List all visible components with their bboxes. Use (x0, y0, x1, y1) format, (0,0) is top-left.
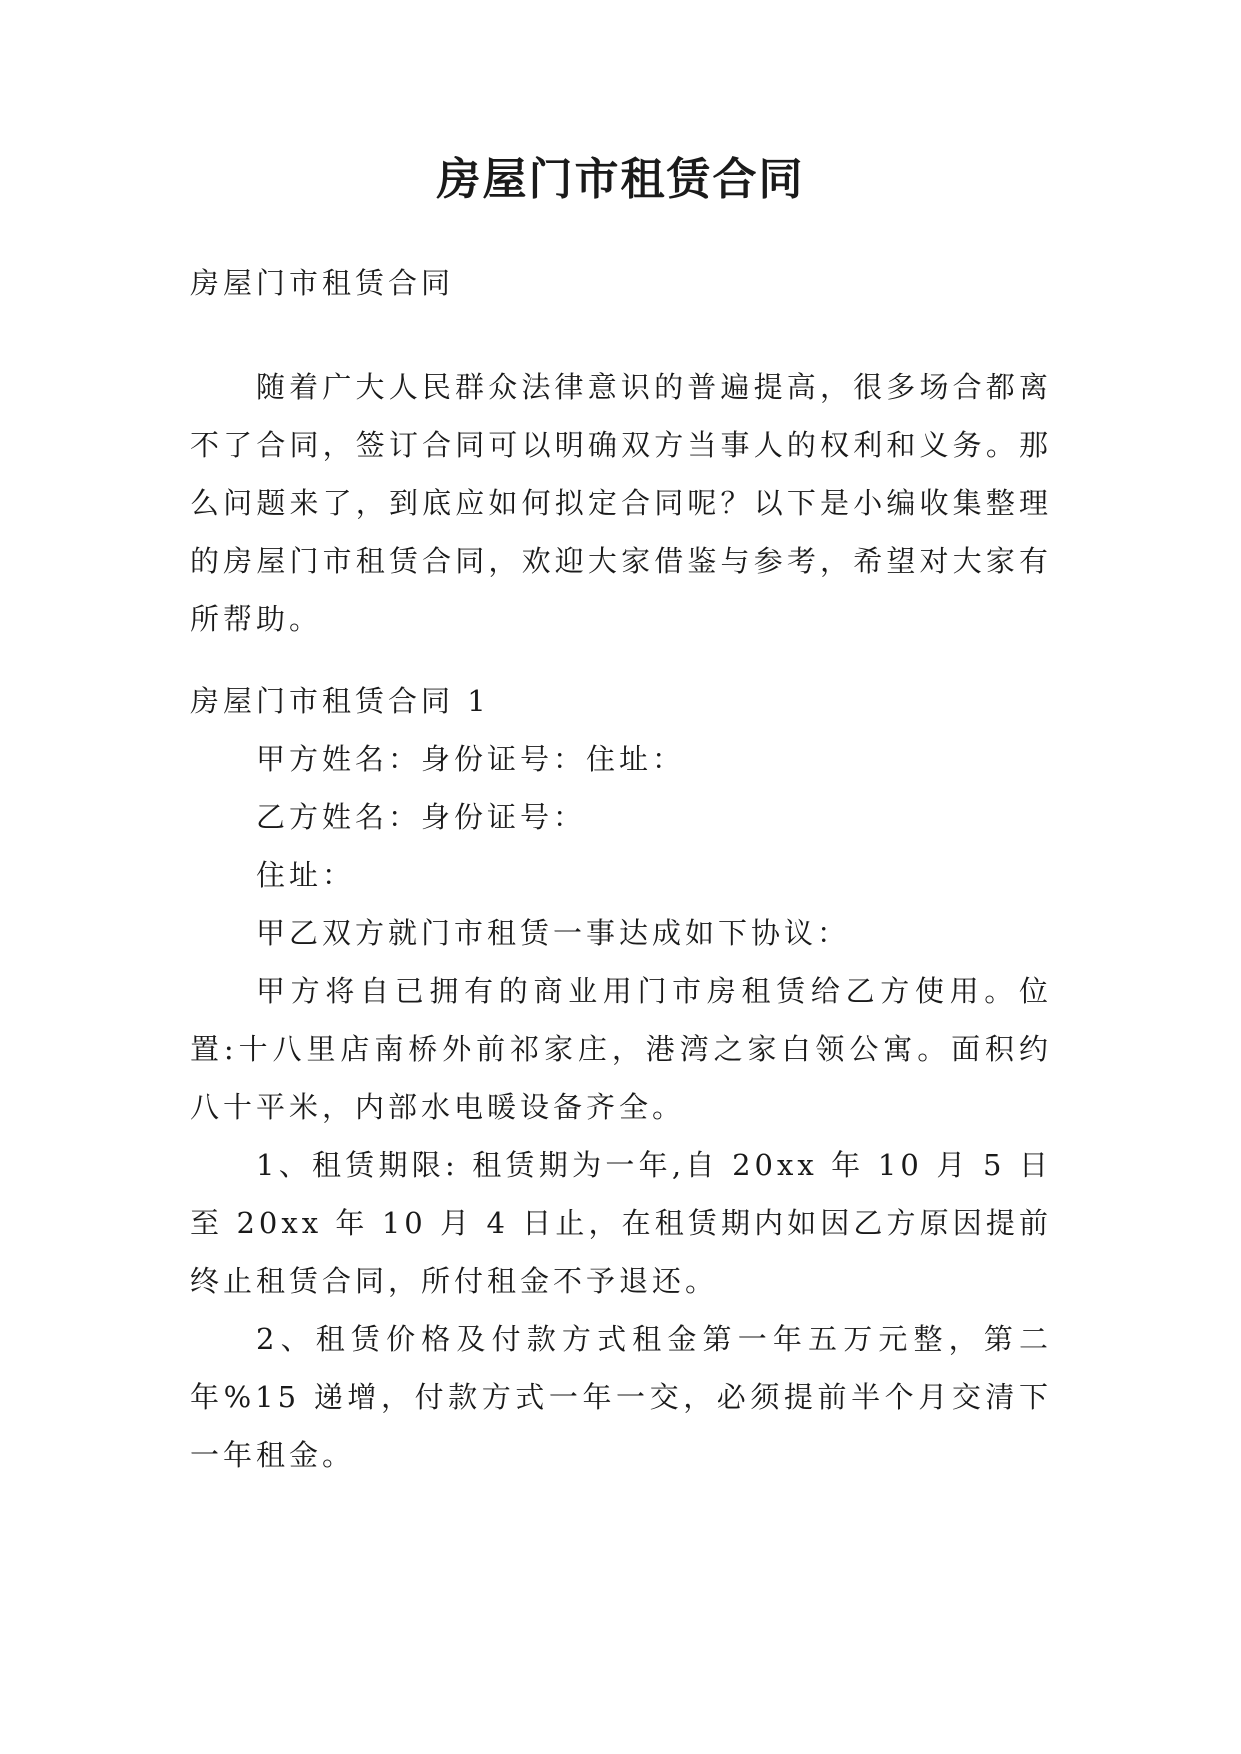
document-subtitle (190, 254, 1052, 312)
agreement-intro-line: 甲乙双方就门市租赁一事达成如下协议： (256, 916, 851, 950)
clause-2: 2、租赁价格及付款方式租金第一年五万元整，第二年%15 递增，付款方式一年一交，必须提前半个月交清下一年租金。 (190, 1322, 1052, 1472)
party-b-line: 乙方姓名：身份证号： (256, 800, 587, 834)
intro-paragraph (190, 358, 1052, 648)
clause-location: 甲方将自已拥有的商业用门市房租赁给乙方使用。位置:十八里店南桥外前祁家庄，港湾之家白领公寓。面积约八十平米，内部水电暖设备齐全。 (190, 974, 1052, 1124)
document-title: 房屋门市租赁合同 (436, 154, 805, 205)
contract-section (190, 672, 1052, 1484)
subtitle-text: 房屋门市租赁合同 (190, 266, 455, 300)
party-a-line: 甲方姓名：身份证号：住址： (256, 742, 686, 776)
intro-text: 随着广大人民群众法律意识的普遍提高，很多场合都离不了合同，签订合同可以明确双方当事人的权利和义务。那么问题来了，到底应如何拟定合同呢？以下是小编收集整理的房屋门市租赁合同，欢迎大家借鉴与参考，希望对大家有所帮助。 (190, 370, 1052, 636)
clause-1: 1、租赁期限: 租赁期为一年,自 20xx 年 10 月 5 日至 20xx 年 10 月 4 日止，在租赁期内如因乙方原因提前终止租赁合同，所付租金不予退还。 (190, 1148, 1052, 1298)
party-b-address-line: 住址： (256, 858, 356, 892)
section-heading: 房屋门市租赁合同 1 (190, 684, 490, 718)
